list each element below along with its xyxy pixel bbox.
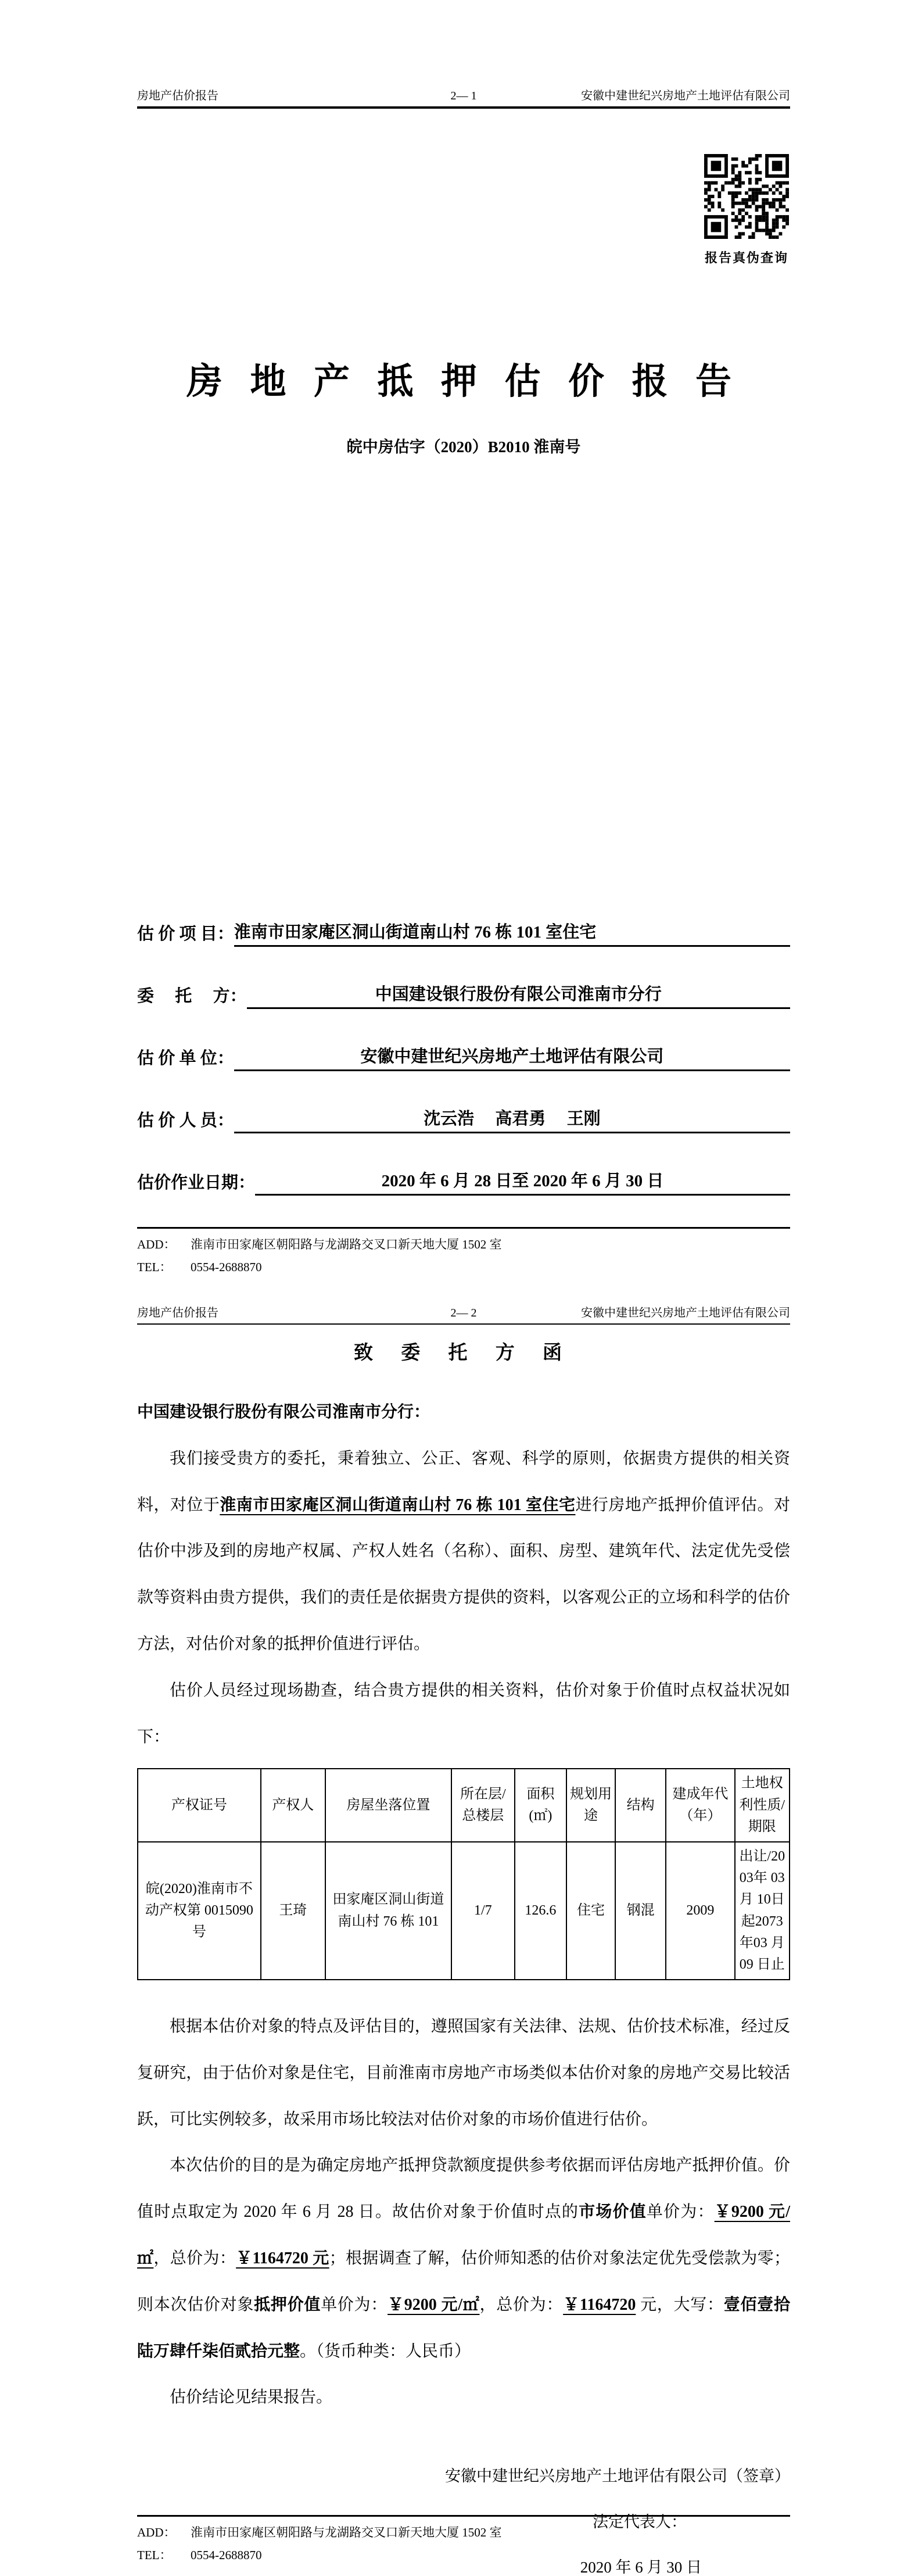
field-appraisers <box>137 1071 790 1133</box>
footer-phone-row <box>137 2544 790 2567</box>
running-header <box>137 1288 790 1325</box>
report-number: 皖中房估字（2020）B2010 淮南号 <box>346 438 581 456</box>
signature-date: 2020 年 6 月 30 日 <box>580 2558 702 2576</box>
header-report-type: 房地产估价报告 <box>137 1307 218 1319</box>
field-appraisal-agency-label: 估 价 单 位： <box>137 1049 234 1068</box>
footer-address-row <box>137 1233 790 1256</box>
field-project-value: 淮南市田家庵区洞山街道南山村 76 栋 101 室住宅 <box>234 919 790 947</box>
table-header-cell: 产权证号 <box>138 1769 261 1842</box>
table-header-cell: 产权人 <box>261 1769 325 1842</box>
letter-paragraph-4: 本次估价的目的是为确定房地产抵押贷款额度提供参考依据而评估房地产抵押价值。价值时点取定为 2020 年 6 月 28 日。故估价对象于价值时点的市场价值单价为：￥9200 元/㎡，总价为：￥1164720 元；根据调查了解，估价师知悉的估价对象法定优先受偿款为零；则本次估价对象抵押价值单价为：￥9200 元/㎡，总价为：￥1164720 元，大写：壹佰壹拾陆万肆仟柒佰贰拾元整。（货币种类：人民币） <box>137 2156 790 2360</box>
field-appraisers-value: 沈云浩 高君勇 王刚 <box>234 1105 790 1133</box>
qr-caption: 报告真伪查询 <box>704 251 788 265</box>
field-appraisers-label: 估 价 人 员： <box>137 1111 234 1130</box>
field-appraisal-agency <box>137 1009 790 1071</box>
qr-block <box>703 154 790 266</box>
page-footer <box>137 2515 790 2567</box>
letter-page <box>0 1288 922 2576</box>
field-work-dates-value: 2020 年 6 月 28 日至 2020 年 6 月 30 日 <box>255 1168 790 1196</box>
footer-phone-label: TEL： <box>137 2548 172 2563</box>
table-header <box>138 1769 790 1842</box>
table-header-cell: 房屋坐落位置 <box>325 1769 451 1842</box>
footer-address-label: ADD： <box>137 1237 176 1252</box>
footer-phone-row <box>137 1256 790 1279</box>
field-client-label: 委 托 方： <box>137 987 247 1006</box>
footer-address-row <box>137 2521 790 2544</box>
table-cell: 2009 <box>666 1842 734 1980</box>
header-page-number: 2— 2 <box>450 1307 477 1319</box>
field-client <box>137 947 790 1009</box>
table-header-cell: 建成年代（年） <box>666 1769 734 1842</box>
letter-paragraph-3: 根据本估价对象的特点及评估目的，遵照国家有关法律、法规、估价技术标准，经过反复研究，由于估价对象是住宅，目前淮南市房地产市场类似本估价对象的房地产交易比较活跃，可比实例较多，故采用市场比较法对估价对象的市场价值进行估价。 <box>137 2017 790 2128</box>
report-title: 房 地 产 抵 押 估 价 报 告 <box>186 362 741 402</box>
header-report-type: 房地产估价报告 <box>137 90 218 102</box>
qr-code <box>704 154 789 239</box>
footer-address-value: 淮南市田家庵区朝阳路与龙湖路交叉口新天地大厦 1502 室 <box>191 1237 502 1252</box>
letter-salutation: 中国建设银行股份有限公司淮南市分行： <box>137 1403 430 1421</box>
table-cell: 126.6 <box>515 1842 566 1980</box>
table-cell: 皖(2020)淮南市不动产权第 0015090 号 <box>138 1842 261 1980</box>
table-cell: 住宅 <box>566 1842 615 1980</box>
table-header-cell: 所在层/总楼层 <box>451 1769 515 1842</box>
table-cell: 钢混 <box>615 1842 666 1980</box>
table-body <box>138 1842 790 1980</box>
signature-company: 安徽中建世纪兴房地产土地评估有限公司（签章） <box>445 2467 790 2485</box>
footer-phone-value: 0554-2688870 <box>191 1260 262 1275</box>
field-project-label: 估 价 项 目： <box>137 925 234 943</box>
table-row <box>138 1842 790 1980</box>
footer-phone-value: 0554-2688870 <box>191 2548 262 2563</box>
letter-title: 致 委 托 方 函 <box>354 1343 573 1364</box>
table-cell: 出让/2003年 03 月 10日起2073年03 月 09 日止 <box>735 1842 790 1980</box>
page-footer <box>137 1227 790 1279</box>
property-rights-table <box>137 1768 790 1980</box>
table-header-cell: 土地权利性质/期限 <box>735 1769 790 1842</box>
table-cell: 田家庵区洞山街道南山村 76 栋 101 <box>325 1842 451 1980</box>
table-header-cell: 结构 <box>615 1769 666 1842</box>
letter-paragraph-2: 估价人员经过现场勘查，结合贵方提供的相关资料，估价对象于价值时点权益状况如下： <box>137 1681 790 1746</box>
table-header-cell: 面积(㎡) <box>515 1769 566 1842</box>
signature-legal-representative: 法定代表人： <box>593 2513 687 2531</box>
cover-fields <box>137 885 790 1196</box>
footer-address-label: ADD： <box>137 2525 176 2540</box>
field-work-dates-label: 估价作业日期： <box>137 1173 256 1192</box>
header-company-name: 安徽中建世纪兴房地产土地评估有限公司 <box>581 1307 790 1319</box>
footer-phone-label: TEL： <box>137 1260 172 1275</box>
letter-paragraph-1: 我们接受贵方的委托，秉着独立、公正、客观、科学的原则，依据贵方提供的相关资料，对位于淮南市田家庵区洞山街道南山村 76 栋 101 室住宅进行房地产抵押价值评估。对估价中涉及到的房地产权属、产权人姓名（名称）、面积、房型、建筑年代、法定优先受偿款等资料由贵方提供，我们的责任是依据贵方提供的资料，以客观公正的立场和科学的估价方法，对估价对象的抵押价值进行评估。 <box>137 1449 790 1653</box>
header-page-number: 2— 1 <box>450 90 477 102</box>
table-header-cell: 规划用途 <box>566 1769 615 1842</box>
field-work-dates <box>137 1133 790 1196</box>
running-header <box>137 0 790 109</box>
field-client-value: 中国建设银行股份有限公司淮南市分行 <box>247 981 790 1009</box>
table-cell: 王琦 <box>261 1842 325 1980</box>
table-cell: 1/7 <box>451 1842 515 1980</box>
header-company-name: 安徽中建世纪兴房地产土地评估有限公司 <box>581 90 790 102</box>
field-appraisal-agency-value: 安徽中建世纪兴房地产土地评估有限公司 <box>234 1043 790 1071</box>
letter-paragraph-5: 估价结论见结果报告。 <box>170 2388 333 2407</box>
field-project <box>137 885 790 947</box>
footer-address-value: 淮南市田家庵区朝阳路与龙湖路交叉口新天地大厦 1502 室 <box>191 2525 502 2540</box>
